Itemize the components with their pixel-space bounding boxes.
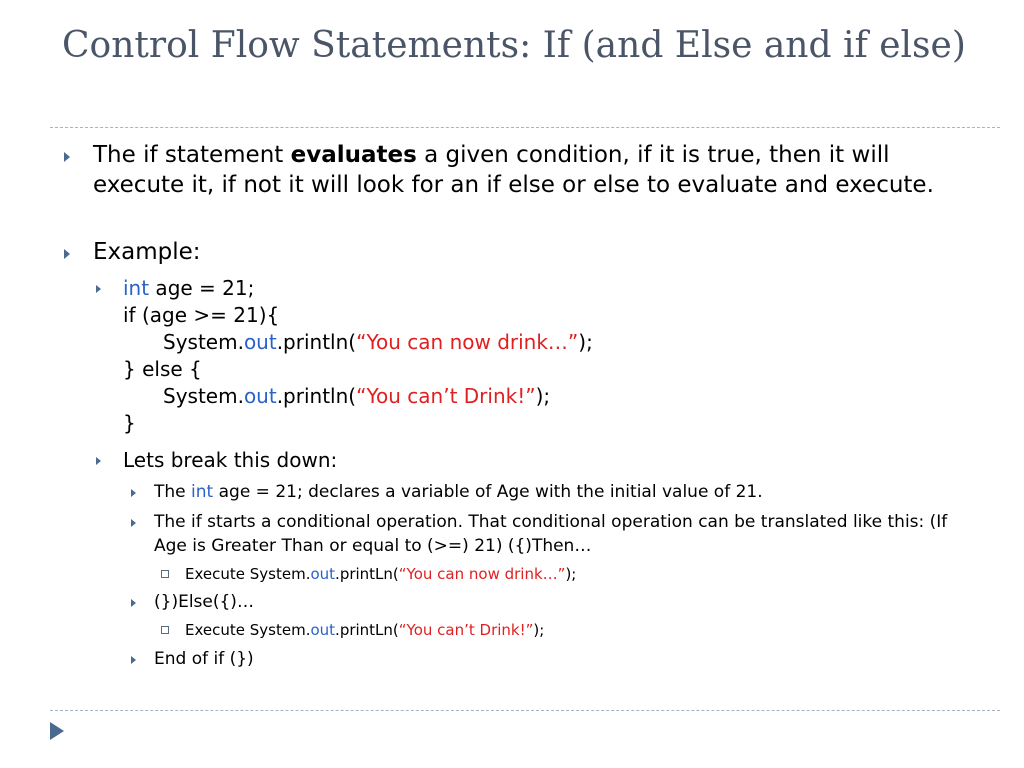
bullet-arrow-icon	[131, 599, 136, 607]
item-text: );	[533, 621, 545, 639]
code-text: age = 21;	[149, 276, 255, 300]
breakdown-item-declare	[154, 480, 974, 504]
bottom-divider	[50, 710, 1000, 711]
breakdown-sub-execute-2	[185, 620, 945, 640]
square-bullet-icon	[161, 570, 169, 578]
code-text: .println(	[276, 384, 357, 408]
bullet-arrow-icon	[131, 519, 136, 527]
code-text: System.	[163, 330, 244, 354]
code-string: “You can’t Drink!”	[356, 384, 536, 408]
code-string: “You can now drink…”	[398, 565, 566, 583]
breakdown-heading: Lets break this down:	[123, 448, 338, 472]
item-text: age = 21; declares a variable of Age with the initial value of 21.	[213, 482, 763, 502]
code-text: System.	[163, 384, 244, 408]
code-line	[123, 329, 923, 356]
bullet-evaluates	[93, 140, 973, 200]
code-example	[123, 275, 923, 437]
bullet-text: The if statement	[93, 142, 291, 168]
code-line: if (age >= 21){	[123, 303, 280, 327]
bullet-arrow-icon	[64, 152, 70, 162]
bullet-bold-text: evaluates	[290, 142, 417, 168]
code-keyword: out	[243, 384, 277, 408]
code-keyword: int	[191, 482, 214, 502]
breakdown-sub-execute-1	[185, 564, 945, 584]
item-text: .printLn(	[335, 621, 399, 639]
bullet-arrow-icon	[96, 457, 101, 465]
bullet-text: a given condition, if it is true, then it will execute it, if not it will look for an if else or else to evaluate and execute.	[93, 142, 934, 198]
code-line: } else {	[123, 357, 202, 381]
breakdown-item-else: (})Else({)…	[154, 592, 254, 612]
code-line: }	[123, 411, 136, 435]
item-text: The	[154, 482, 192, 502]
slide-title: Control Flow Statements: If (and Else and if else)	[62, 25, 966, 66]
code-keyword: out	[243, 330, 277, 354]
code-text: .println(	[276, 330, 357, 354]
square-bullet-icon	[161, 626, 169, 634]
breakdown-item-condition: The if starts a conditional operation. That conditional operation can be translated like this: (If Age is Greater Than or equal to (>=) 21) ({)Then…	[154, 512, 948, 556]
play-arrow-icon	[50, 722, 64, 740]
code-line	[123, 383, 923, 410]
bullet-arrow-icon	[64, 249, 70, 259]
bullet-arrow-icon	[131, 656, 136, 664]
item-text: .printLn(	[335, 565, 399, 583]
code-text: );	[578, 330, 593, 354]
item-text: );	[565, 565, 577, 583]
code-keyword: int	[123, 276, 150, 300]
item-text: Execute System.	[185, 565, 311, 583]
code-keyword: out	[310, 565, 336, 583]
item-text: Execute System.	[185, 621, 311, 639]
bullet-arrow-icon	[131, 489, 136, 497]
bullet-example: Example:	[93, 239, 201, 265]
code-text: );	[535, 384, 551, 408]
code-keyword: out	[310, 621, 336, 639]
code-string: “You can now drink…”	[356, 330, 579, 354]
bullet-arrow-icon	[96, 285, 101, 293]
breakdown-item-end: End of if (})	[154, 649, 254, 669]
code-string: “You can’t Drink!”	[398, 621, 534, 639]
code-line	[123, 275, 923, 302]
